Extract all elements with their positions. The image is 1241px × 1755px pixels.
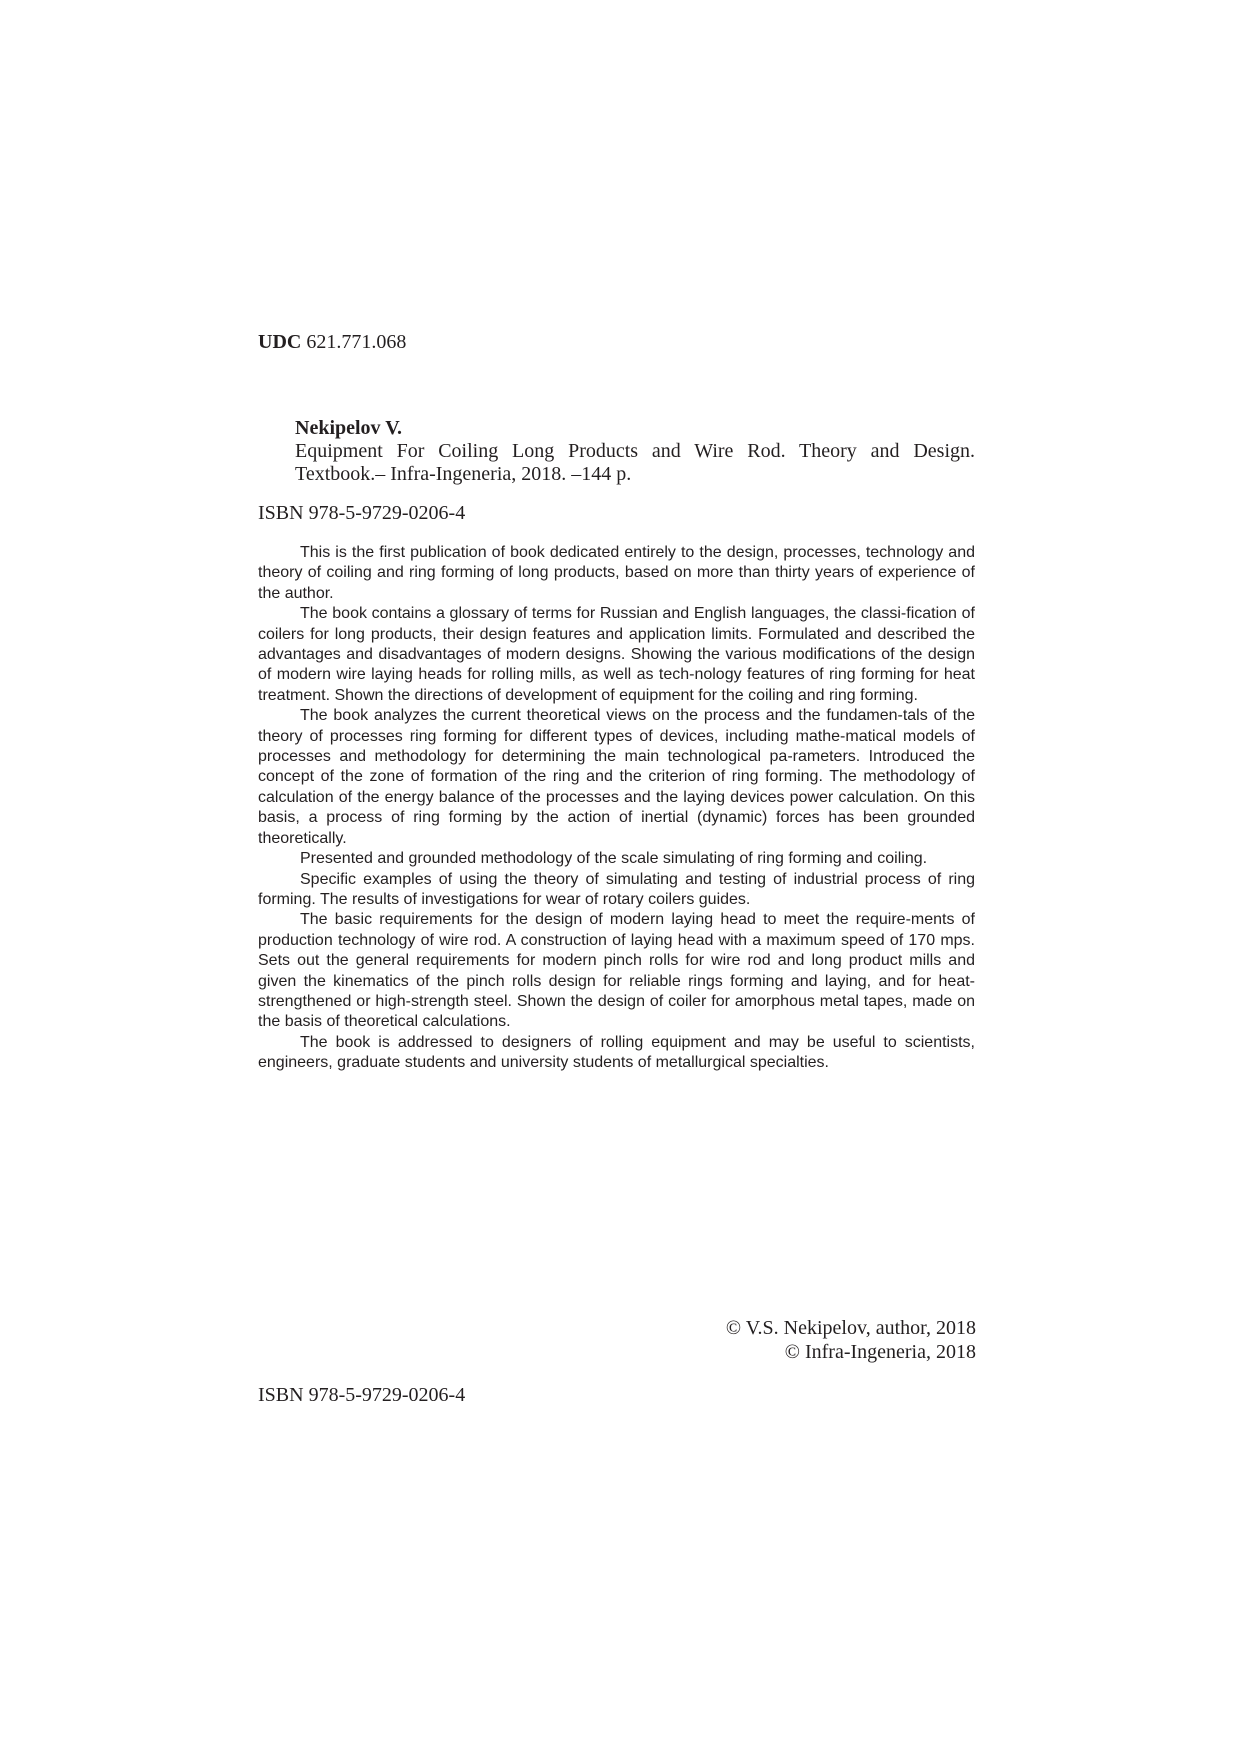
abstract-paragraph: The basic requirements for the design of modern laying head to meet the require-ments of production technology of wire rod. A construction of laying head with a maximum speed of 170 mps. Sets out the general requirements for modern pinch rolls for wire rod and long product mills and given the kinematics of the pinch rolls design for reliable rings forming and laying, and for heat-strengthened or high-strength steel. Shown the design of coiler for amorphous metal tapes, made on the basis of theoretical calculations. [258, 911, 975, 1031]
isbn-bottom: ISBN 978-5-9729-0206-4 [258, 1384, 466, 1406]
bibliographic-entry [295, 417, 975, 486]
copyright-block [600, 1316, 976, 1364]
abstract-paragraph: Specific examples of using the theory of simulating and testing of industrial process of ring forming. The results of investigations for wear of rotary coilers guides. [258, 870, 975, 908]
udc-number: 621.771.068 [306, 331, 407, 353]
abstract-paragraph: This is the first publication of book dedicated entirely to the design, processes, technology and theory of coiling and ring forming of long products, based on more than thirty years of experience of the author. [258, 544, 975, 602]
udc-line [258, 330, 406, 354]
abstract-paragraph: The book is addressed to designers of rolling equipment and may be useful to scientists, engineers, graduate students and university students of metallurgical specialties. [258, 1033, 975, 1072]
abstract-paragraph: Presented and grounded methodology of the scale simulating of ring forming and coiling. [300, 850, 928, 868]
udc-label: UDC [258, 331, 302, 353]
copyright-author: © V.S. Nekipelov, author, 2018 [725, 1317, 976, 1339]
abstract-paragraph: The book contains a glossary of terms for Russian and English languages, the classi-fication of coilers for long products, their design features and application limits. Formulated and described the advantages and disadvantages of modern designs. Showing the various modifications of the design of modern wire laying heads for rolling mills, as well as tech-nology features of ring forming for heat treatment. Shown the directions of development of equipment for the coiling and ring forming. [258, 605, 975, 704]
abstract [258, 543, 975, 1074]
author-name: Nekipelov V. [295, 417, 403, 439]
book-description: Equipment For Coiling Long Products and Wire Rod. Theory and Design. Textbook.– Infra-Ingeneria, 2018. –144 p. [295, 440, 975, 485]
isbn-top: ISBN 978-5-9729-0206-4 [258, 502, 466, 524]
copyright-publisher: © Infra-Ingeneria, 2018 [784, 1341, 976, 1363]
abstract-paragraph: The book analyzes the current theoretical views on the process and the fundamen-tals of the theory of processes ring forming for different types of devices, including mathe-matical models of processes and methodology for determining the main technological pa-rameters. Introduced the concept of the zone of formation of the ring and the criterion of ring forming. The methodology of calculation of the energy balance of the processes and the laying devices power calculation. On this basis, a process of ring forming by the action of inertial (dynamic) forces has been grounded theoretically. [258, 707, 975, 847]
